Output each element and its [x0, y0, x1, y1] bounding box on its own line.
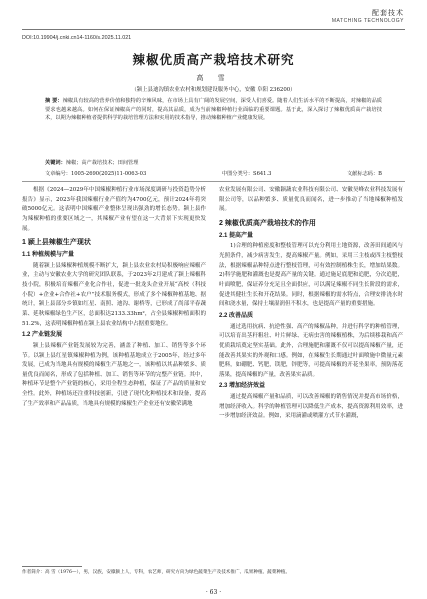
keywords-label: 关键词：	[45, 160, 66, 166]
abstract-text: 辣椒具有较高的营养价值和独特的辛辣风味，在市场上具有广阔的发展空间，深受人们喜爱。随着人们生活水平的不断提高，对辣椒的品质要求也越来越高。如何在保证辣椒高产的同时，提高其品质，成为当前辣椒种植行业面临的重要课题。基于此，深入探讨了辣椒优质高产栽培技术，以期为辣椒种植者提供科学的栽培管理方法和实用的技术指导，推动辣椒种植产业健康发展。	[45, 98, 382, 122]
affiliation: （颍上县迪沟镇农业农村和规划建设服务中心，安徽 阜阳 236200）	[131, 87, 296, 93]
article-number: 文章编号：1005-2690(2025)11-0063-03	[45, 171, 147, 177]
subsection-heading-2-1: 2.1 提高产量	[219, 232, 254, 239]
classification-row	[45, 170, 382, 177]
document-code: 文献标志码：B	[347, 171, 382, 177]
section-label-en: MATCHING TECHNOLOGY	[331, 18, 404, 24]
section-label-zh: 配套技术	[372, 9, 404, 17]
abstract	[45, 97, 382, 123]
abstract-label: 摘 要：	[45, 98, 63, 104]
paragraph-2-1: 1)合理的种植密度和整枝管理可以充分利用土地资源，改善田间通风与光照条件，减少病害发生，提高辣椒产量。例如，采用三主枝或四主枝整枝法，根据辣椒品种特点进行整枝管理，可有效控制植株生长，增加结果数。2)科学施肥和灌溉也是提高产量的关键。通过施足底肥和追肥，分次追肥，叶面喷肥，保证养分充足且全面供应，可以满足辣椒不同生长阶段的需求，促进其健壮生长和开花结果。同时，根据辣椒的需水特点，合理安排浇水时间和浇水量，保持土壤湿润但不积水，也是提高产量的重要措施。	[219, 243, 403, 308]
subsection-heading-2-2: 2.2 改善品质	[219, 312, 254, 319]
header-divider	[22, 29, 405, 30]
paragraph-2-2: 通过选用抗病、抗逆性强、高产的辣椒品种，并进行科学的种植管理，可以培育出茎秆粗壮、叶片鲜绿、无病虫害的辣椒植株，为后续移栽和高产优质栽培奠定坚实基础。此外，合理施肥和灌溉不仅可以提高辣椒产量，还能改善其果实的外观和口感。例如，在辣椒生长期通过叶面喷施中微量元素肥料，如硼肥、钙肥，镁肥，锌肥等，可提高辣椒的开花坐果率，预防落花落果，提高辣椒的产量，改善果实品质。	[219, 323, 403, 378]
body-column-left	[22, 186, 206, 409]
keywords-text: 辣椒；高产栽培技术；田间管理	[65, 160, 139, 166]
subsection-heading-1-2: 1.2 产业链发展	[22, 332, 63, 339]
article-title: 辣椒优质高产栽培技术研究	[132, 53, 295, 67]
paragraph-continued: 农业发展有限公司、安徽颖蔬农业科技有限公司、安徽昊峰农业科技发展有限公司等，以品种繁多、质量优良而闻名，进一步推动了当地辣椒种植发展。	[219, 187, 403, 213]
paragraph-1-1: 随着颍上县辣椒种植规模不断扩大，颍上县农业农村局积极响应辣椒产业，主动与安徽农业大学的研究团队联系，于2023年2月建成了颍上辣椒科技小院，积极培育辣椒产业化合作社，促进一批龙头企业开展“高校（科技小院）+企业+合作社+农户”技术服务模式，形成了多个辣椒种植基地、据统计，颍上县部分乡镇如红星、南照、迪沟、谢桥等，已形成了尚部平春蔬菜、延秋辣椒绿色生产区，总面积达2133.33hm²，占全县辣椒种植面积的51.2%，这表明辣椒种植在颍上县农业结构中占据重要地位。	[22, 262, 206, 327]
subsection-heading-2-3: 2.3 增加经济效益	[219, 383, 266, 390]
doi: DOI:10.19904/j.cnki.cn14-1160/s.2025.11.021	[22, 35, 132, 41]
author: 高 雪	[196, 74, 231, 82]
running-header	[332, 8, 404, 24]
intro-paragraph: 根据《2024—2029年中国辣椒种植行业市场深度调研与投资趋势分析报告》显示，2023年我国辣椒行业产值约为4700亿元，预计2024年将突破5000亿元。这表明中国辣椒产业整体呈现出强劲的增长态势。颍上县作为辣椒种植的重要区域之一，其辣椒产业有望在这一大背景下实现更快发展。	[22, 187, 206, 232]
footnote-divider	[22, 566, 82, 567]
clc-number: 中图分类号：S641.3	[221, 171, 272, 177]
abstract-divider	[22, 181, 405, 182]
page-number: · 63 ·	[205, 589, 222, 596]
keywords	[45, 159, 382, 168]
subsection-heading-1-1: 1.1 种植规模与产量	[22, 251, 75, 258]
section-heading-1: 1 颍上县辣椒生产现状	[22, 239, 91, 247]
section-heading-2: 2 辣椒优质高产栽培技术的作用	[219, 219, 316, 227]
paragraph-2-3: 通过提高辣椒产量和品质，可以改善辣椒的销售情况并提高市场价格，增加经济收入。科学的种植管理可以降低生产成本，提高资源利用效率，进一步增加经济效益。例如，采用滴灌或喷灌方式节水灌溉，	[219, 394, 403, 420]
paragraph-1-2: 颍上县辣椒产业链发展较为完善，涵盖了种植、加工、销售等多个环节。以颍上县红星镇辣椒种植为例，该种植基地成立于2005年，经过多年发展，已成为当地具有规模的辣椒生产基地之一，该种植以其品种繁多、质量优良而闻名，形成了包括种植、加工、销售等环节的完整产业链。其中，种植环节是整个产业链的核心，采用全程生态种植，保证了产品的质量和安全性。此外，种植场还注重科技创新，引进了现代化种植技术和设备，提高了生产效率和产品品质，当地具有规模的辣椒生产企业还有安徽荣满地	[22, 342, 206, 407]
author-footnote: 作者简介：高 雪（1976—），男，汉族，安徽颍上人，专科，农艺师，研究方向为绿色蔬菜生产及技术推广、瓜果种植、蔬菜种植。	[22, 570, 291, 575]
body-column-right	[219, 186, 403, 422]
